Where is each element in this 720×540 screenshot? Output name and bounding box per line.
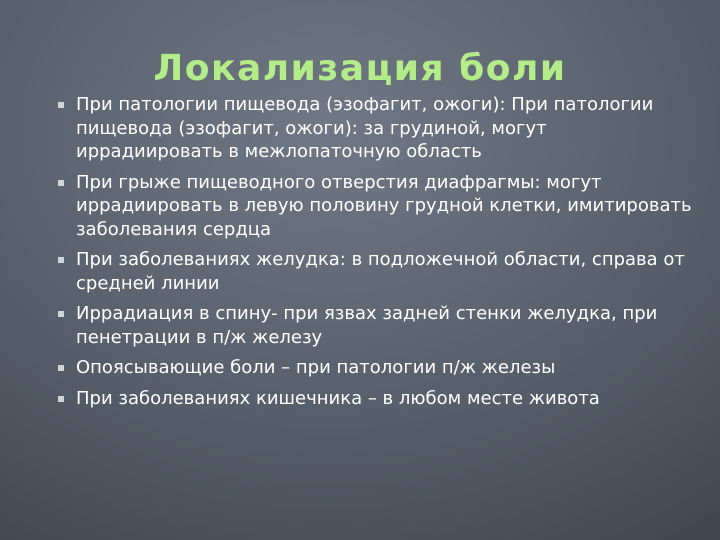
square-bullet-icon <box>58 365 64 371</box>
bullet-item <box>58 248 698 295</box>
bullet-text: При грыже пищеводного отверстия диафрагмы: могут иррадиировать в левую половину грудной клетки, имитировать заболевания сердца <box>76 171 692 240</box>
bullet-list <box>58 93 698 417</box>
square-bullet-icon <box>58 257 64 263</box>
square-bullet-icon <box>58 102 64 108</box>
bullet-item <box>58 387 698 411</box>
slide-title: Локализация боли <box>153 48 567 89</box>
bullet-item <box>58 171 698 242</box>
bullet-item <box>58 93 698 164</box>
bullet-text: При патологии пищевода (эзофагит, ожоги): При патологии пищевода (эзофагит, ожоги): за грудиной, могут иррадиировать в межлопаточную область <box>76 94 654 162</box>
square-bullet-icon <box>58 396 64 402</box>
square-bullet-icon <box>58 180 64 186</box>
bullet-text: Иррадиация в спину- при язвах задней стенки желудка, при пенетрации в п/ж железу <box>76 303 658 348</box>
bullet-text: Опоясывающие боли – при патологии п/ж железы <box>76 357 556 378</box>
bullet-item <box>58 356 698 380</box>
bullet-item <box>58 302 698 349</box>
bullet-text: При заболеваниях желудка: в подложечной области, справа от средней линии <box>76 249 685 294</box>
bullet-text: При заболеваниях кишечника – в любом месте живота <box>76 387 600 409</box>
square-bullet-icon <box>58 311 64 317</box>
